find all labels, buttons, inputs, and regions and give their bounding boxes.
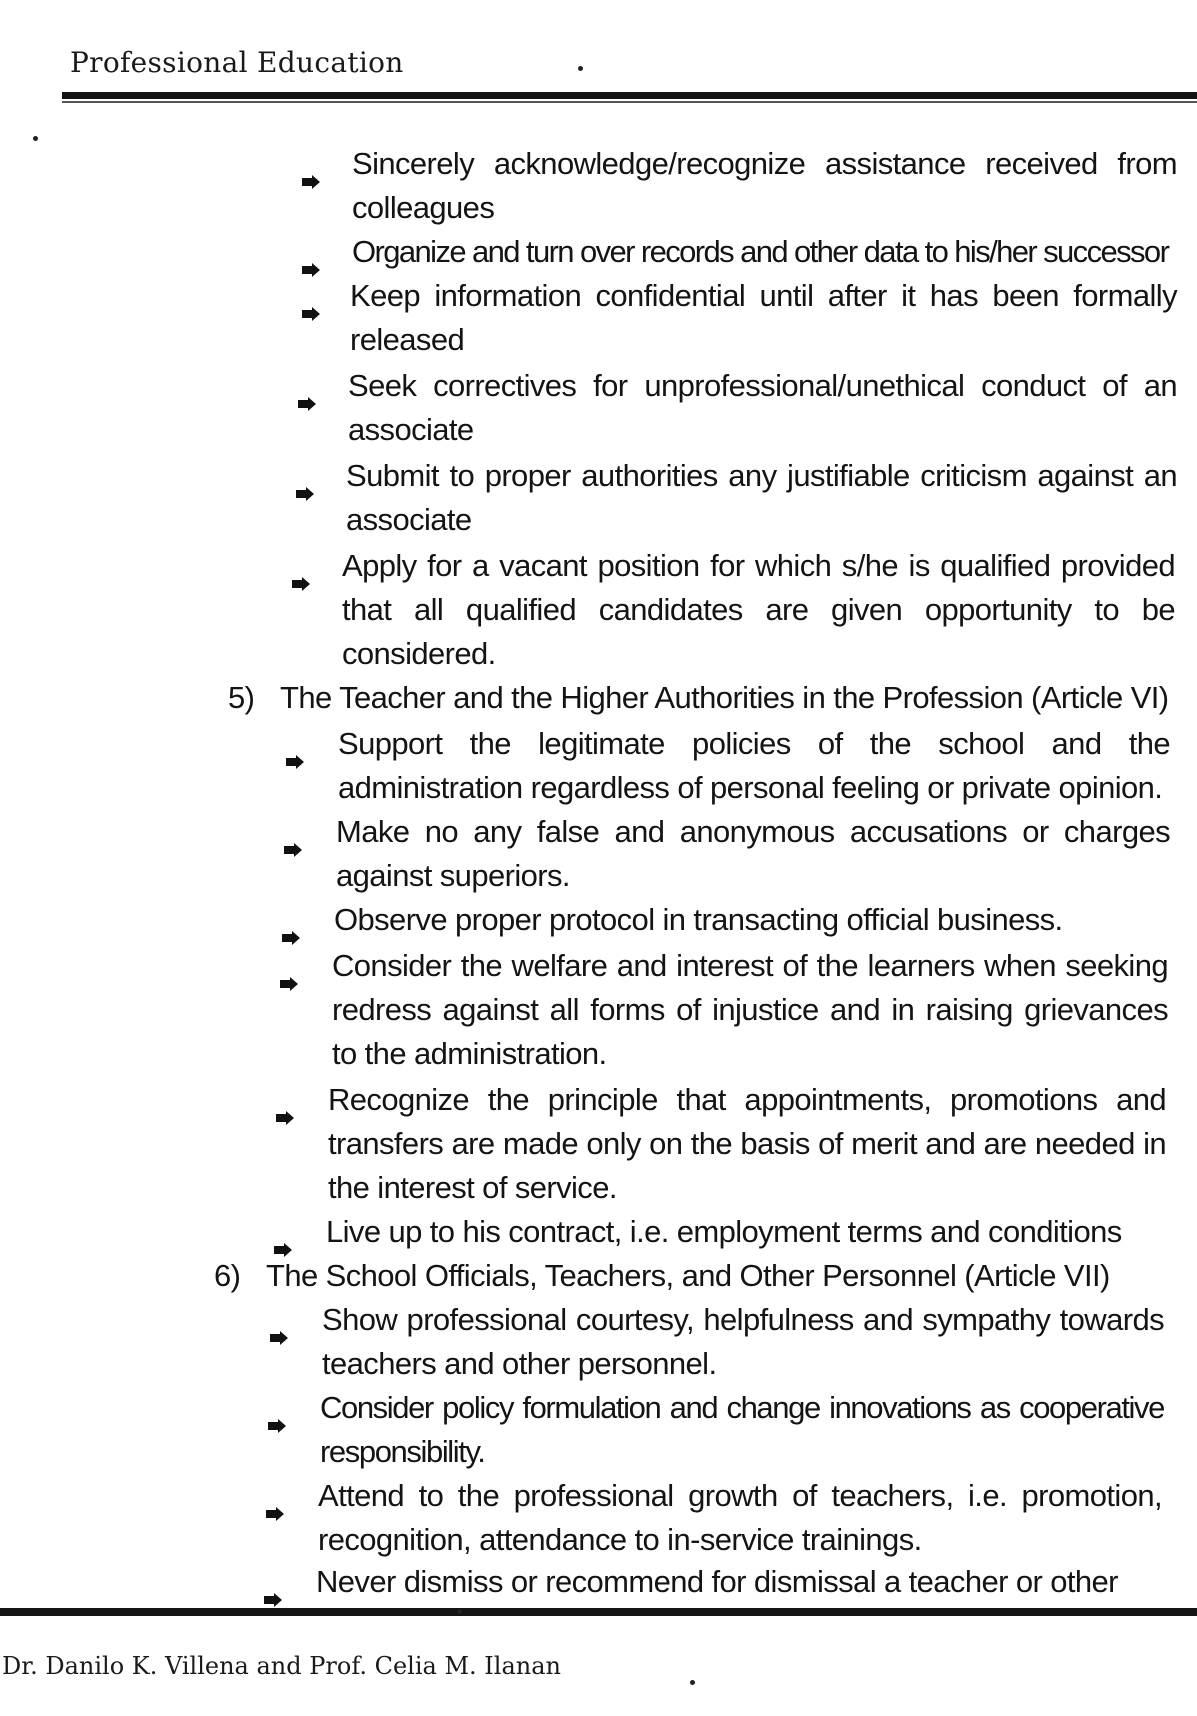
list-item: Sincerely acknowledge/recognize assistance received from colleagues xyxy=(352,142,1177,230)
list-item: Attend to the professional growth of teachers, i.e. promotion, recognition, attendance to in-service trainings. xyxy=(318,1474,1162,1562)
list-item: Make no any false and anonymous accusations or charges against superiors. xyxy=(336,810,1170,898)
section-title: The School Officials, Teachers, and Other Personnel (Article VII) xyxy=(266,1258,1110,1293)
arrow-bullet-icon xyxy=(284,825,302,839)
scan-speck xyxy=(457,1609,462,1614)
arrow-bullet-icon xyxy=(298,379,316,393)
list-item: Support the legitimate policies of the school and the administration regardless of personal feeling or private opinion. xyxy=(338,722,1170,810)
page-footer-authors: Dr. Danilo K. Villena and Prof. Celia M. Ilanan xyxy=(2,1652,561,1680)
list-item: Consider policy formulation and change innovations as cooperative responsibility. xyxy=(320,1386,1164,1474)
footer-rule xyxy=(0,1608,1197,1616)
list-item: Show professional courtesy, helpfulness and sympathy towards teachers and other personnel. xyxy=(322,1298,1164,1386)
header-rule-thin xyxy=(62,101,1197,103)
arrow-bullet-icon xyxy=(302,245,320,259)
list-item: Seek correctives for unprofessional/unethical conduct of an associate xyxy=(348,364,1177,452)
list-item: Submit to proper authorities any justifiable criticism against an associate xyxy=(346,454,1177,542)
arrow-bullet-icon xyxy=(286,737,304,751)
page-header-title: Professional Education xyxy=(70,46,404,79)
list-item: Live up to his contract, i.e. employment terms and conditions xyxy=(326,1210,1166,1254)
arrow-bullet-icon xyxy=(274,1225,292,1239)
section-heading xyxy=(214,1254,1110,1298)
arrow-bullet-icon xyxy=(266,1489,284,1503)
arrow-bullet-icon xyxy=(296,469,314,483)
arrow-bullet-icon xyxy=(276,1093,294,1107)
header-rule xyxy=(62,92,1197,99)
scan-speck xyxy=(578,66,583,71)
scan-speck xyxy=(690,1680,695,1685)
arrow-bullet-icon xyxy=(302,157,320,171)
section-number: 6) xyxy=(214,1258,241,1293)
list-item: Organize and turn over records and other data to his/her successor xyxy=(352,230,1177,274)
arrow-bullet-icon xyxy=(268,1401,286,1415)
scan-speck xyxy=(33,136,38,141)
section-heading xyxy=(228,676,1169,720)
arrow-bullet-icon xyxy=(282,913,300,927)
list-item: Apply for a vacant position for which s/he is qualified provided that all qualified candidates are given opportunity to be considered. xyxy=(342,544,1175,676)
section-number: 5) xyxy=(228,680,255,715)
arrow-bullet-icon xyxy=(292,559,310,573)
arrow-bullet-icon xyxy=(302,289,320,303)
arrow-bullet-icon xyxy=(270,1313,288,1327)
arrow-bullet-icon xyxy=(280,959,298,973)
list-item: Never dismiss or recommend for dismissal a teacher or other xyxy=(316,1560,1162,1604)
section-title: The Teacher and the Higher Authorities in the Profession (Article VI) xyxy=(280,680,1169,715)
arrow-bullet-icon xyxy=(264,1575,282,1589)
list-item: Consider the welfare and interest of the learners when seeking redress against all forms of injustice and in raising grievances to the administration. xyxy=(332,944,1168,1076)
list-item: Recognize the principle that appointments, promotions and transfers are made only on the basis of merit and are needed in the interest of service. xyxy=(328,1078,1166,1210)
list-item: Observe proper protocol in transacting official business. xyxy=(334,898,1168,942)
list-item: Keep information confidential until after it has been formally released xyxy=(350,274,1177,362)
